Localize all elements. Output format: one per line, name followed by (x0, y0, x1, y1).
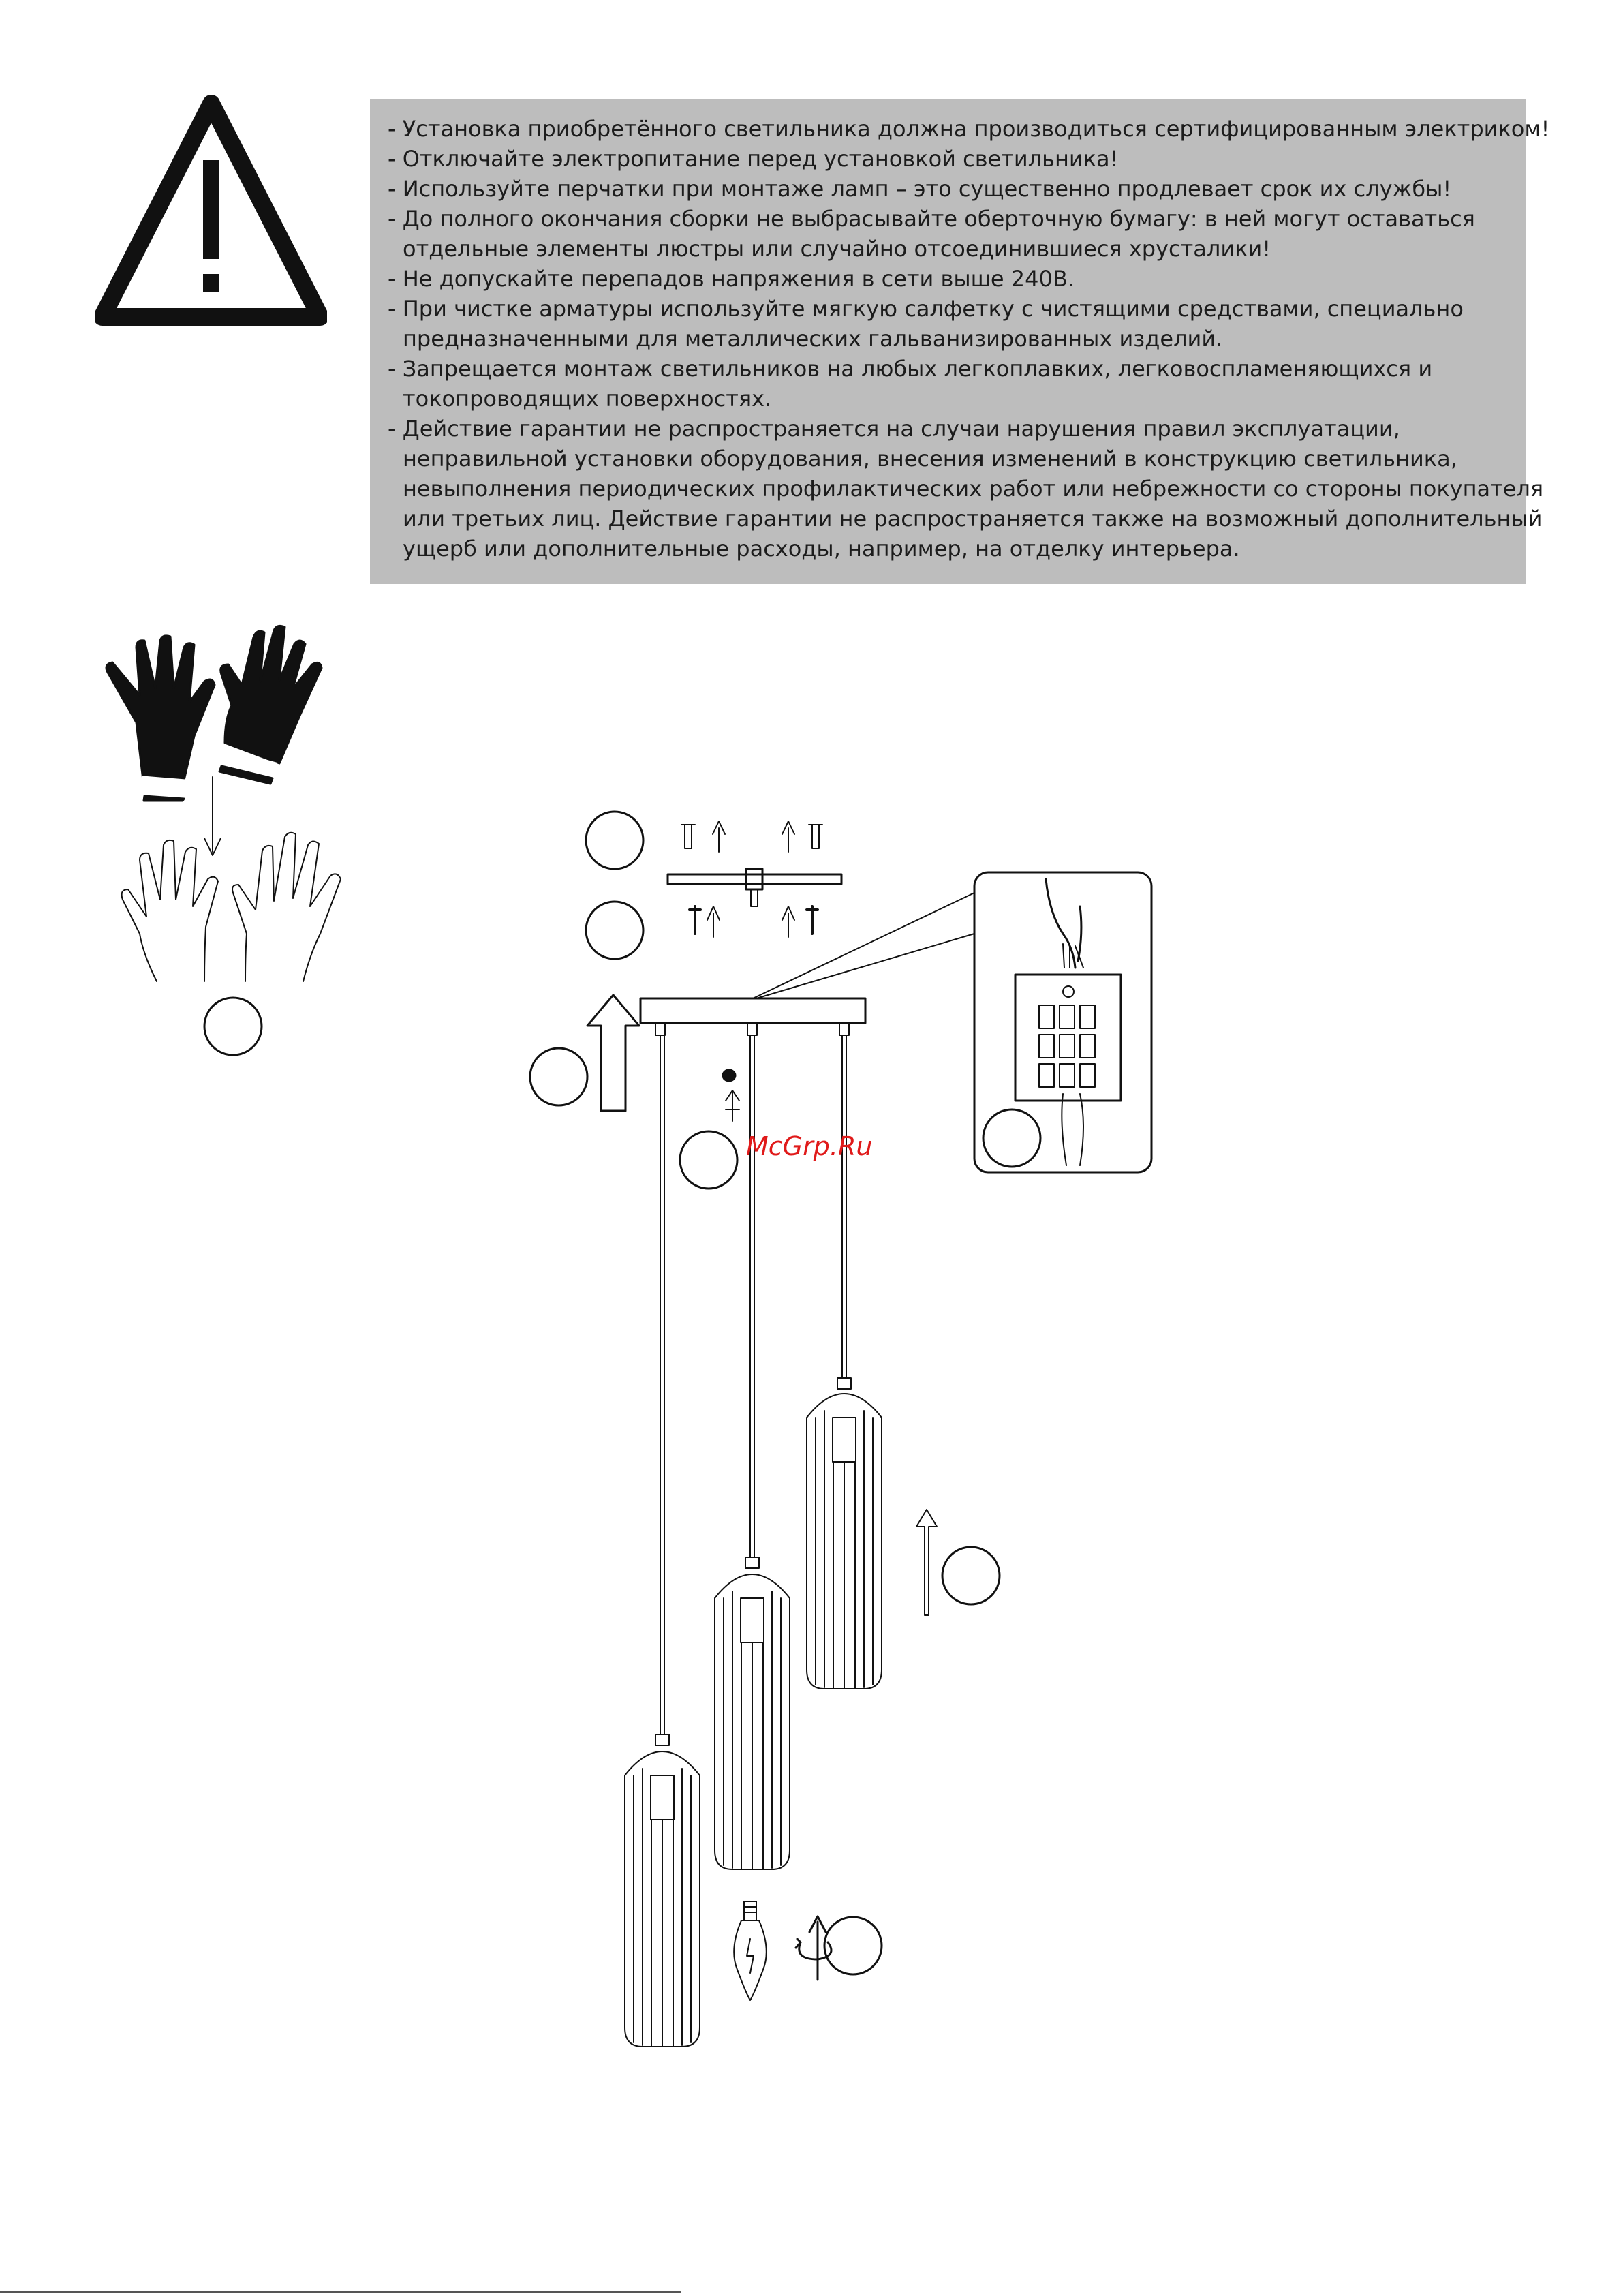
warning-line: неправильной установки оборудования, внесения изменений в конструкцию светильника, (403, 446, 1457, 472)
warning-line: - Не допускайте перепадов напряжения в сети выше 240В. (388, 266, 1075, 292)
gloves-icon (106, 626, 322, 801)
warning-line: - Используйте перчатки при монтаже ламп – это существенно продлевает срок их службы! (388, 176, 1452, 202)
warning-line: токопроводящих поверхностях. (403, 386, 772, 412)
warning-line: предназначенными для металлических гальванизированных изделий. (403, 326, 1223, 352)
warning-line: - Запрещается монтаж светильников на любых легкоплавких, легковоспламеняющихся и (388, 356, 1433, 382)
pendant-shade-right (807, 1378, 882, 1689)
warning-line: - При чистке арматуры используйте мягкую салфетку с чистящими средствами, специально (388, 296, 1464, 322)
warning-line: невыполнения периодических профилактических работ или небрежности со стороны покупателя (403, 476, 1544, 502)
warning-line: - До полного окончания сборки не выбрасывайте оберточную бумагу: в ней могут оставаться (388, 206, 1475, 232)
pendant-shade-left (625, 1734, 700, 2047)
warning-line: ущерб или дополнительные расходы, например, на отделку интерьера. (403, 536, 1240, 562)
watermark: McGrp.Ru (746, 1131, 873, 1161)
warning-line: - Действие гарантии не распространяется на случаи нарушения правил эксплуатации, (388, 416, 1400, 442)
warning-line: отдельные элементы люстры или случайно отсоединившиеся хрусталики! (403, 236, 1271, 262)
warning-line: - Установка приобретённого светильника должна производиться сертифицированным электриком! (388, 116, 1550, 142)
warning-line: - Отключайте электропитание перед установкой светильника! (388, 146, 1119, 172)
pendant-shade-middle (715, 1557, 790, 1869)
candle-bulb-icon (734, 1901, 767, 2000)
warning-line: или третьих лиц. Действие гарантии не распространяется также на возможный дополнительный (403, 506, 1543, 532)
bottom-rule (0, 2291, 681, 2293)
bare-hands-icon (122, 833, 341, 981)
